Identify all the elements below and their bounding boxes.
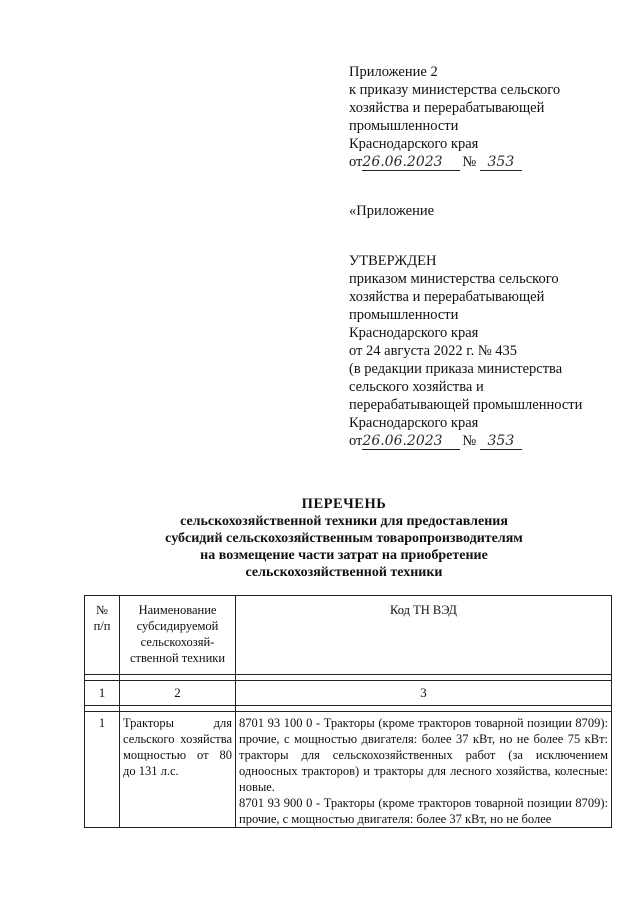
equipment-table	[84, 595, 612, 828]
approved-date-line	[349, 432, 582, 450]
appendix-line: промышленности	[349, 118, 459, 134]
approved-line: Краснодарского края	[349, 325, 479, 341]
approved-block	[349, 252, 582, 450]
approved-line: сельского хозяйства и	[349, 379, 484, 395]
appendix-line: хозяйства и перерабатывающей	[349, 100, 545, 116]
appendix-date-line	[349, 153, 560, 171]
approved-line: от 24 августа 2022 г. № 435	[349, 343, 518, 359]
approved-line: (в редакции приказа министерства	[349, 361, 563, 377]
header-code: Код ТН ВЭД	[236, 596, 612, 675]
code-entry: 8701 93 900 0 - Тракторы (кроме тракторов товарной позиции 8709): прочие, с мощностью двигателя: более 37 кВт, но не более	[239, 796, 608, 826]
document-title	[80, 495, 608, 581]
quote-appendix-label: «Приложение	[349, 203, 435, 219]
handwritten-number: 353	[480, 155, 522, 171]
table-header-row	[85, 596, 612, 675]
handwritten-number: 353	[480, 434, 522, 450]
title-line: на возмещение части затрат на приобретение	[200, 548, 488, 563]
table-numbering-row	[85, 681, 612, 706]
title-main: ПЕРЕЧЕНЬ	[301, 496, 387, 512]
handwritten-date: 26.06.2023	[362, 434, 460, 450]
column-number: 3	[236, 681, 612, 706]
appendix-header	[349, 63, 560, 171]
handwritten-date: 26.06.2023	[362, 155, 460, 171]
approved-line: хозяйства и перерабатывающей	[349, 289, 545, 305]
approved-heading: УТВЕРЖДЕН	[349, 253, 437, 269]
title-line: сельскохозяйственной техники	[245, 565, 443, 580]
appendix-line: Краснодарского края	[349, 136, 479, 152]
number-label: №	[462, 154, 477, 170]
header-name: Наименование субсидируемой сельскохозяй- ственной техники	[120, 596, 236, 675]
title-line: сельскохозяйственной техники для предоставления	[180, 514, 508, 529]
title-line: субсидий сельскохозяйственным товаропроизводителям	[165, 531, 523, 546]
row-number: 1	[85, 712, 120, 828]
approved-line: промышленности	[349, 307, 459, 323]
approved-line: Краснодарского края	[349, 415, 479, 431]
table-row	[85, 712, 612, 828]
column-number: 2	[120, 681, 236, 706]
number-label: №	[462, 433, 477, 449]
appendix-line: к приказу министерства сельского	[349, 82, 561, 98]
approved-line: приказом министерства сельского	[349, 271, 559, 287]
date-prefix: от	[349, 154, 363, 170]
date-prefix: от	[349, 433, 363, 449]
header-number: № п/п	[85, 596, 120, 675]
code-entry: 8701 93 100 0 - Тракторы (кроме тракторов товарной позиции 8709): прочие, с мощностью двигателя: более 37 кВт, но не более 75 кВт: тракторы для сельскохозяйственных работ (за исключением одноосных тракторов) и тракторы для лесного хозяйства, колесные: новые.	[239, 716, 608, 794]
column-number: 1	[85, 681, 120, 706]
approved-line: перерабатывающей промышленности	[349, 397, 583, 413]
row-equipment-name: Тракторы для сельского хозяйства мощностью от 80 до 131 л.с.	[120, 712, 236, 828]
row-codes	[236, 712, 612, 828]
appendix-line: Приложение 2	[349, 64, 438, 80]
